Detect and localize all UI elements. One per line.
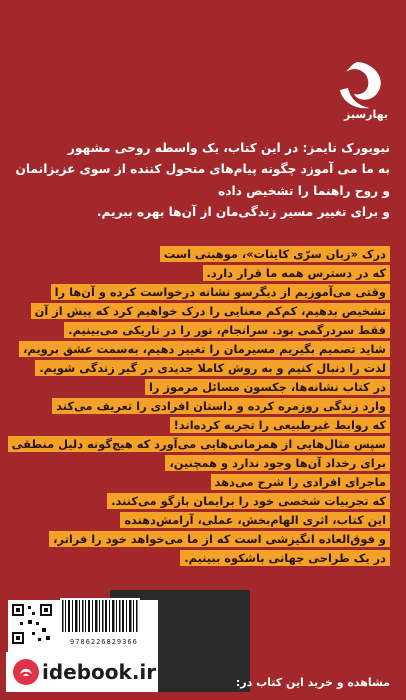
highlight-line: درک «زبان سرّی کاینات»، موهبتی است bbox=[20, 246, 390, 262]
highlight-line: وقتی می‌آموزیم از دیگرسو نشانه درخواست کرده و آن‌ها را bbox=[20, 284, 390, 300]
watermark-logo-icon bbox=[12, 658, 40, 686]
intro-line: نیویورک تایمز: در این کتاب، یک واسطه روحی مشهور bbox=[67, 141, 390, 155]
highlight-line: شاید تصمیم بگیریم مسیرمان را تغییر دهیم، به‌سمت عشق برویم، bbox=[20, 341, 390, 357]
intro-line: و روح راهنما را تشخیص داده bbox=[218, 183, 390, 198]
intro-line: و برای تغییر مسیر زندگی‌مان از آن‌ها بهره ببریم. bbox=[96, 205, 390, 220]
barcode-icon bbox=[20, 598, 140, 636]
highlight-line: ماجرای افرادی را شرح می‌دهد bbox=[20, 474, 390, 490]
publisher-name: بهارسبز bbox=[343, 108, 388, 121]
highlight-line: که در دسترس همه ما قرار دارد. bbox=[20, 265, 390, 281]
highlight-paragraph bbox=[11, 246, 390, 569]
highlight-line: برای رخداد آن‌ها وجود ندارد و همچنین، bbox=[20, 455, 390, 471]
highlight-line: وارد زندگی روزمره کرده و داستان افرادی را تعریف می‌کند bbox=[20, 398, 390, 414]
highlight-line: این کتاب، اثری الهام‌بخش، عملی، آرامش‌دهنده bbox=[20, 512, 390, 528]
intro-paragraph bbox=[15, 138, 390, 224]
intro-line: به ما می آموزد چگونه پیام‌های متحول کننده از سوی عزیزانمان bbox=[15, 162, 390, 177]
highlight-line: فقط سردرگمی بود. سرانجام، نور را در تاریکی می‌بینیم. bbox=[20, 322, 390, 338]
highlight-line: در یک طراحی جهانی باشکوه ببینیم. bbox=[20, 550, 390, 566]
highlight-line: تشخیص بدهیم، کم‌کم معنایی را درک خواهیم کرد که پیش از آن bbox=[20, 303, 390, 319]
isbn-number: 9786226829366 bbox=[70, 638, 138, 646]
highlight-line: لذت را دنبال کنیم و به روش کاملا جدیدی در گیر زندگی شویم. bbox=[20, 360, 390, 376]
highlight-line: که روابط غیرطبیعی را تجربه کرده‌اند! bbox=[20, 417, 390, 433]
highlight-line: و فوق‌العاده انگیزشی است که از ما می‌خواهد خود را فراتر، bbox=[20, 531, 390, 547]
highlight-line: که تجربیات شخصی خود را برایمان بازگو می‌کنند. bbox=[20, 493, 390, 509]
highlight-line: سپس مثال‌هایی از همزمانی‌هایی می‌آورد که هیچ‌گونه دلیل منطقی bbox=[20, 436, 390, 452]
buy-label: مشاهده و خرید این کتاب در: bbox=[235, 676, 390, 689]
watermark-text[interactable]: idebook.ir bbox=[42, 660, 157, 684]
highlight-line: در کتاب نشانه‌ها، جکسون مسائل مرموز را bbox=[20, 379, 390, 395]
